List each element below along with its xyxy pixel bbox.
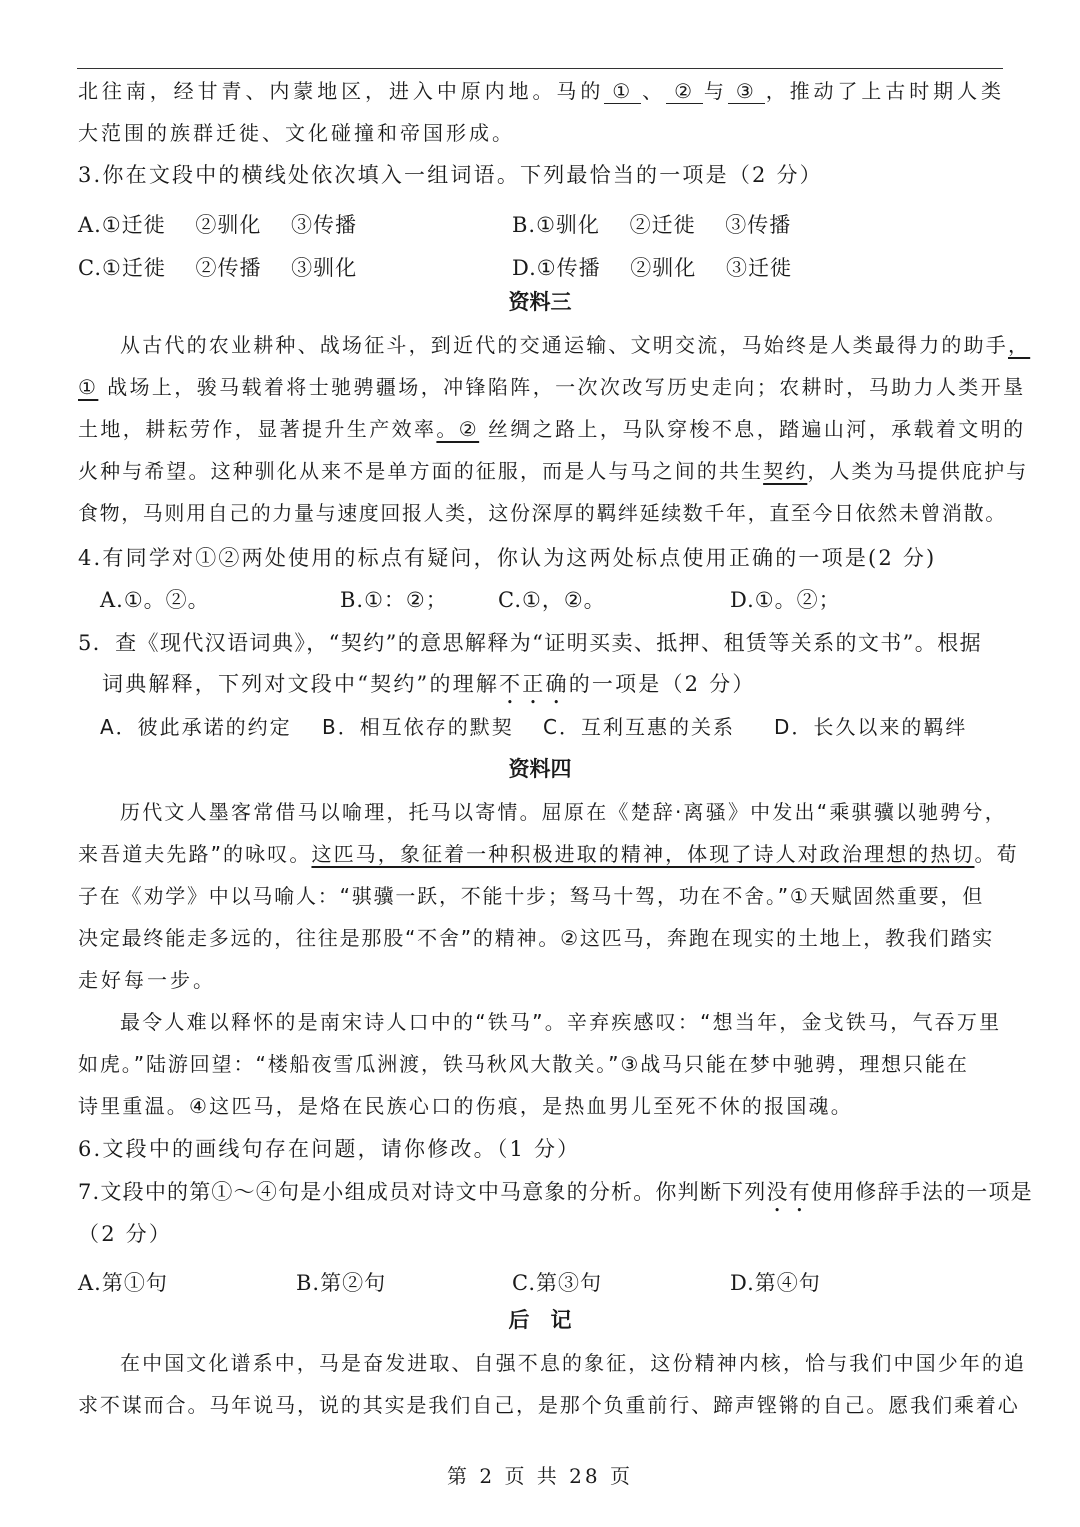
section-4-line-2-a: 来吾道夫先路”的咏叹。 (78, 842, 312, 866)
section-4-line-2-b: 。荀 (974, 842, 1019, 866)
section-4-line-7: 如虎。”陆游回望：“楼船夜雪瓜洲渡，铁马秋风大散关。”③战马只能在梦中驰骋，理想只能在 (78, 1052, 969, 1076)
blank-2: ② (666, 79, 703, 104)
intro-text-b: ，推动了上古时期人类 (764, 79, 1004, 103)
q3-option-a: A.①迁徙 ②驯化 ③传播 (78, 213, 358, 237)
q5-option-c: C．互利互惠的关系 (543, 715, 735, 739)
section-3-title: 资料三 (508, 290, 572, 314)
q7-stem-a: 7.文段中的第①～④句是小组成员对诗文中马意象的分析。你判断下列 (78, 1180, 767, 1204)
q4-option-d: D.①。②； (730, 588, 841, 612)
section-3-line-1 (120, 330, 1031, 360)
underlined-sentence: 这匹马，象征着一种积极进取的精神，体现了诗人对政治理想的热切 (311, 842, 975, 866)
intro-sep-1: 、 (641, 79, 667, 103)
q5-stem-line-1: 5．查《现代汉语词典》，“契约”的意思解释为“证明买卖、抵押、租赁等关系的文书”。根据 (78, 631, 983, 655)
q7-option-a: A.第①句 (78, 1271, 168, 1295)
section-4-line-4: 决定最终能走多远的，往往是那股“不舍”的精神。②这匹马，奔跑在现实的土地上，教我们踏实 (78, 926, 995, 950)
q5-stem-line-2-a: 词典解释，下列对文段中“契约”的理解 (102, 672, 500, 696)
section-3-line-5: 食物，马则用自己的力量与速度回报人类，这份深厚的羁绊延续数千年，直至今日依然未曾消散。 (78, 501, 1007, 525)
q4-option-a: A.①。②。 (100, 588, 210, 612)
q3-option-d: D.①传播 ②驯化 ③迁徙 (512, 256, 792, 280)
section-4-line-2 (78, 839, 1019, 869)
q3-option-b: B.①驯化 ②迁徙 ③传播 (512, 213, 792, 237)
q7-option-c: C.第③句 (512, 1271, 602, 1295)
punct-mark-1-tail: ， (1008, 333, 1031, 357)
section-3-line-4-b: ，人类为马提供庇护与 (807, 459, 1029, 483)
q5-option-a: A．彼此承诺的约定 (100, 715, 292, 739)
section-4-line-8: 诗里重温。④这匹马，是烙在民族心口的伤痕，是热血男儿至死不休的报国魂。 (78, 1094, 853, 1118)
section-4-line-1: 历代文人墨客常借马以喻理，托马以寄情。屈原在《楚辞·离骚》中发出“乘骐骥以驰骋兮， (120, 800, 1007, 824)
section-3-line-4 (78, 456, 1029, 486)
section-3-line-4-a: 火种与希望。这种驯化从来不是单方面的征服，而是人与马之间的共生 (78, 459, 764, 483)
blank-1: ① (604, 79, 641, 104)
q4-stem: 4.有同学对①②两处使用的标点有疑问，你认为这两处标点使用正确的一项是(2 分) (78, 546, 937, 570)
section-4-line-5: 走好每一步。 (78, 968, 216, 992)
intro-sep-2: 与 (703, 79, 728, 103)
top-rule (77, 68, 1003, 69)
section-3-line-1-text: 从古代的农业耕种、战场征斗，到近代的交通运输、文明交流，马始终是人类最得力的助手 (120, 333, 1008, 357)
q5-option-d: D．长久以来的羁绊 (774, 715, 968, 739)
q4-option-b: B.①：②； (340, 588, 448, 612)
q4-option-c: C.①，②。 (498, 588, 606, 612)
q6-stem: 6.文段中的画线句存在问题，请你修改。（1 分） (78, 1137, 581, 1161)
q5-option-b: B．相互依存的默契 (322, 715, 514, 739)
blank-3: ③ (728, 79, 765, 104)
q7-stem-line-2: （2 分） (78, 1222, 173, 1246)
q7-stem-b: 使用修辞手法的一项是 (810, 1180, 1033, 1204)
page-footer: 第 2 页 共 28 页 (447, 1464, 633, 1488)
section-4-line-3: 子在《劝学》中以马喻人：“骐骥一跃，不能十步；驽马十驾，功在不舍。”①天赋固然重要，但 (78, 884, 985, 908)
q7-option-d: D.第④句 (730, 1271, 821, 1295)
q3-stem: 3.你在文段中的横线处依次填入一组词语。下列最恰当的一项是（2 分） (78, 163, 823, 187)
punct-mark-2: 。② (436, 417, 480, 441)
section-3-line-2 (78, 372, 1026, 402)
q5-stem-line-2 (102, 669, 1002, 709)
q5-emphasis: 不正确 (499, 672, 569, 696)
section-4-line-6: 最令人难以释怀的是南宋诗人口中的“铁马”。辛弃疾感叹：“想当年，金戈铁马，气吞万里 (120, 1010, 1002, 1034)
afterword-title: 后 记 (508, 1308, 572, 1332)
q7-stem-line-1 (78, 1177, 1033, 1217)
q7-option-b: B.第②句 (296, 1271, 387, 1295)
intro-line-1 (78, 76, 1004, 106)
intro-text-a: 北往南，经甘青、内蒙地区，进入中原内地。马的 (78, 79, 605, 103)
section-3-line-3-a: 土地，耕耘劳作，显著提升生产效率 (78, 417, 437, 441)
section-3-line-2-text: 战场上，骏马载着将士驰骋疆场，冲锋陷阵，一次次改写历史走向；农耕时，马助力人类开垦 (98, 375, 1026, 399)
q7-emphasis: 没有 (766, 1180, 811, 1204)
q3-option-c: C.①迁徙 ②传播 ③驯化 (78, 256, 358, 280)
section-4-title: 资料四 (508, 757, 572, 781)
afterword-line-1: 在中国文化谱系中，马是奋发进取、自强不息的象征，这份精神内核，恰与我们中国少年的追 (120, 1351, 1027, 1375)
punct-mark-1: ① (78, 375, 99, 399)
afterword-line-2: 求不谋而合。马年说马，说的其实是我们自己，是那个负重前行、蹄声铿锵的自己。愿我们乘着心 (78, 1393, 1020, 1417)
section-3-line-3 (78, 414, 1026, 444)
intro-line-2: 大范围的族群迁徙、文化碰撞和帝国形成。 (78, 121, 515, 145)
q5-stem-line-2-b: 的一项是（2 分） (568, 672, 756, 696)
section-3-line-3-b: 丝绸之路上，马队穿梭不息，踏遍山河，承载着文明的 (479, 417, 1026, 441)
word-qiyue: 契约 (763, 459, 808, 483)
